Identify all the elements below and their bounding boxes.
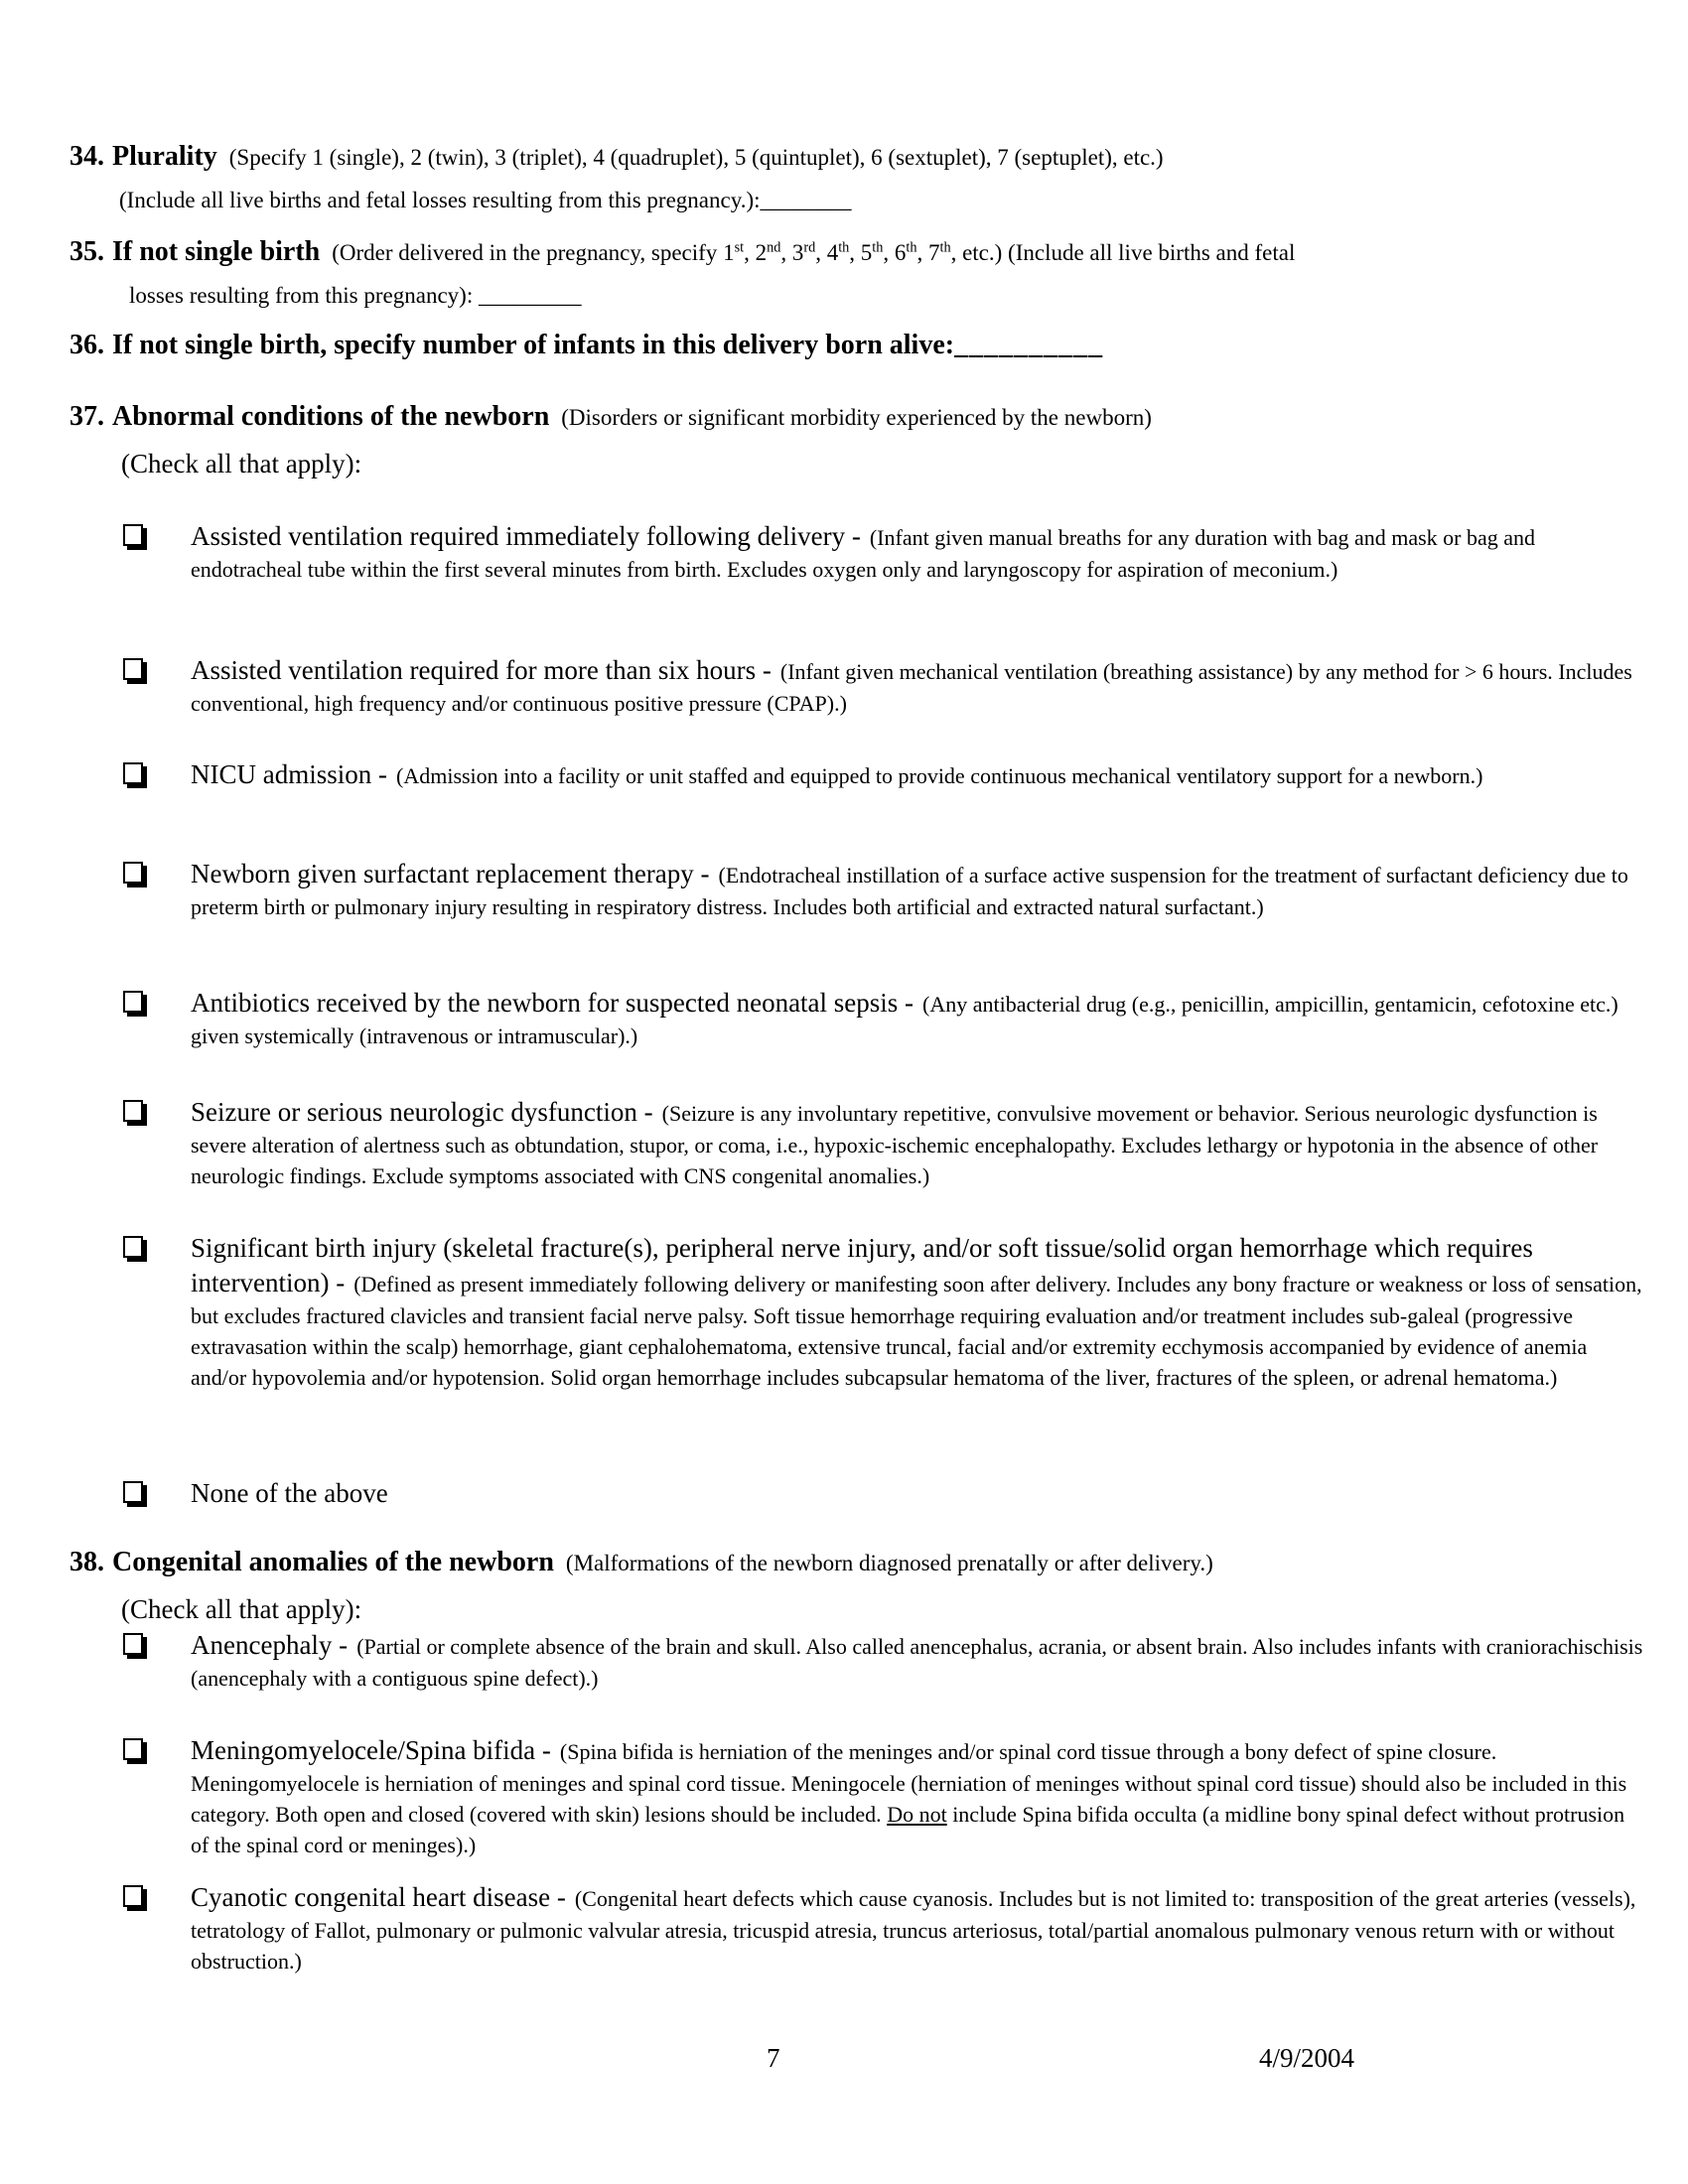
page-number: 7	[767, 2043, 780, 2073]
checkbox-icon[interactable]	[123, 1885, 143, 1907]
option-description-underlined: Do not	[887, 1802, 947, 1827]
option-text	[191, 1628, 1644, 1694]
footer-date: 4/9/2004	[1259, 2043, 1355, 2073]
option-label: None of the above	[191, 1478, 388, 1508]
question-number: 37.	[70, 401, 104, 432]
checkbox-icon[interactable]	[123, 1738, 143, 1760]
option-label: Assisted ventilation required for more than six hours -	[191, 655, 772, 685]
blank-line: __________	[954, 330, 1104, 360]
ordinal-suffix: th	[939, 239, 951, 256]
checkbox-icon[interactable]	[123, 1633, 143, 1655]
question-number: 38.	[70, 1547, 104, 1577]
question-title: If not single birth	[112, 236, 321, 267]
option-text	[191, 1476, 1644, 1511]
checkbox-item-meningomyelocele-spina-bifida	[123, 1733, 1644, 1860]
checkbox-item-seizure-neurologic	[123, 1095, 1644, 1191]
ordinal-separator: ,	[883, 240, 895, 265]
question-37	[70, 399, 1628, 480]
option-label: NICU admission -	[191, 759, 387, 789]
option-text	[191, 986, 1644, 1051]
question-subtitle: (Specify 1 (single), 2 (twin), 3 (triplet), 4 (quadruplet), 5 (quintuplet), 6 (sextuplet), 7 (septuplet), etc.)	[228, 145, 1164, 170]
question-subtitle: (Disorders or significant morbidity experienced by the newborn)	[561, 405, 1152, 430]
option-label: Newborn given surfactant replacement therapy -	[191, 859, 710, 888]
option-description: (Congenital heart defects which cause cyanosis. Includes but is not limited to: transposition of the great arteries (vessels), tetratology of Fallot, pulmonary or pulmonic valvular atresia, tricuspid atresia, truncus arteriosus, total/partial anomalous pulmonary venous return with or without obstruction.)	[191, 1886, 1636, 1974]
ordinal-suffix: th	[838, 239, 850, 256]
option-label: Anencephaly -	[191, 1630, 349, 1660]
question-title: If not single birth, specify number of infants in this delivery born alive:	[112, 330, 955, 360]
ordinal-number: 4	[826, 240, 839, 265]
checkbox-icon[interactable]	[123, 1100, 143, 1122]
question-36	[70, 328, 1628, 367]
checkbox-item-cyanotic-heart-disease	[123, 1880, 1644, 1977]
ordinal-number: 1	[723, 240, 735, 265]
option-label: Meningomyelocele/Spina bifida -	[191, 1735, 551, 1765]
checkbox-item-assisted-ventilation-six-hours	[123, 653, 1644, 719]
option-description: (Any antibacterial drug (e.g., penicillin, ampicillin, gentamicin, cefotoxine etc.) given systemically (intravenous or intramuscular).)	[191, 992, 1618, 1048]
ordinal-suffix: th	[872, 239, 884, 256]
checkbox-item-none-of-the-above	[123, 1476, 1644, 1511]
ordinal-suffix: rd	[803, 239, 816, 256]
option-text	[191, 1733, 1644, 1860]
ordinal-separator: ,	[815, 240, 827, 265]
ordinal-separator: ,	[916, 240, 928, 265]
option-label: Seizure or serious neurologic dysfunction -	[191, 1097, 653, 1127]
ordinal-number: 5	[860, 240, 873, 265]
question-subtitle: (Malformations of the newborn diagnosed prenatally or after delivery.)	[565, 1551, 1213, 1575]
option-text	[191, 757, 1644, 792]
ordinal-separator: ,	[849, 240, 861, 265]
option-label: Cyanotic congenital heart disease -	[191, 1882, 566, 1912]
option-description: (Seizure is any involuntary repetitive, convulsive movement or behavior. Serious neurologic dysfunction is severe alteration of alertness such as obtundation, stupor, or coma, i.e., hypoxic-ischemic encephalopathy. Excludes lethargy or hypotonia in the absence of other neurologic findings. Exclude symptoms associated with CNS congenital anomalies.)	[191, 1101, 1599, 1188]
question-subtitle	[332, 240, 1295, 265]
question-continuation: losses resulting from this pregnancy): _________	[129, 283, 582, 308]
question-34	[70, 139, 1628, 216]
ordinal-number: 2	[755, 240, 768, 265]
option-description: (Admission into a facility or unit staffed and equipped to provide continuous mechanical ventilatory support for a newborn.)	[396, 763, 1483, 788]
ordinal-separator: ,	[780, 240, 792, 265]
option-description: (Infant given mechanical ventilation (breathing assistance) by any method for > 6 hours. Includes conventional, high frequency and/or continuous positive pressure (CPAP).)	[191, 659, 1632, 716]
option-text	[191, 519, 1644, 585]
checkbox-item-nicu-admission	[123, 757, 1644, 792]
subtitle-lead: (Order delivered in the pregnancy, specify	[332, 240, 724, 265]
checkbox-icon[interactable]	[123, 1481, 143, 1503]
option-text	[191, 857, 1644, 922]
ordinal-separator: ,	[744, 240, 756, 265]
option-label: Significant birth injury (skeletal fracture(s), peripheral nerve injury, and/or soft tissue/solid organ hemorrhage which requires intervention) -	[191, 1233, 1533, 1297]
question-title: Abnormal conditions of the newborn	[112, 401, 550, 432]
checkbox-item-assisted-ventilation-immediate	[123, 519, 1644, 585]
question-35	[70, 234, 1628, 312]
option-label: Antibiotics received by the newborn for suspected neonatal sepsis -	[191, 988, 914, 1018]
checkbox-icon[interactable]	[123, 862, 143, 884]
option-description: (Partial or complete absence of the brain and skull. Also called anencephalus, acrania, or absent brain. Also includes infants with craniorachischisis (anencephaly with a contiguous spine defect).)	[191, 1634, 1643, 1691]
option-text	[191, 1880, 1644, 1977]
checkbox-icon[interactable]	[123, 762, 143, 784]
checkbox-item-antibiotics-sepsis	[123, 986, 1644, 1051]
checkbox-item-surfactant-therapy	[123, 857, 1644, 922]
question-number: 35.	[70, 236, 104, 267]
question-title: Congenital anomalies of the newborn	[112, 1547, 554, 1577]
question-38	[70, 1545, 1628, 1626]
check-all-note: (Check all that apply):	[121, 449, 362, 478]
option-description-continued: include Spina bifida occulta (a midline bony spinal defect without protrusion of the spinal cord or meninges).)	[191, 1802, 1625, 1857]
subtitle-tail: , etc.) (Include all live births and fetal	[950, 240, 1296, 265]
option-text	[191, 1231, 1644, 1393]
option-label: Assisted ventilation required immediately following delivery -	[191, 521, 861, 551]
option-description: (Spina bifida is herniation of the meninges and/or spinal cord tissue through a bony defect of spine closure. Meningomyelocele is herniation of meninges and spinal cord tissue. Meningocele (herniation of meninges without spinal cord tissue) should also be included in this category. Both open and closed (covered with skin) lesions should be included.	[191, 1739, 1627, 1827]
ordinal-suffix: nd	[767, 239, 781, 256]
question-number: 34.	[70, 141, 104, 172]
ordinal-number: 6	[894, 240, 907, 265]
option-description: (Endotracheal instillation of a surface active suspension for the treatment of surfactant deficiency due to preterm birth or pulmonary injury resulting in respiratory distress. Includes both artificial and extracted natural surfactant.)	[191, 863, 1628, 919]
ordinal-number: 3	[791, 240, 804, 265]
check-all-note: (Check all that apply):	[121, 1594, 362, 1624]
checkbox-icon[interactable]	[123, 524, 143, 546]
ordinal-number: 7	[927, 240, 940, 265]
option-description: (Defined as present immediately following delivery or manifesting soon after delivery. Includes any bony fracture or weakness or loss of sensation, but excludes fractured clavicles and transient facial nerve palsy. Soft tissue hemorrhage requiring evaluation and/or treatment includes sub-galeal (progressive extravasation within the scalp) hemorrhage, giant cephalohematoma, extensive truncal, facial and/or extremity ecchymosis accompanied by evidence of anemia and/or hypovolemia and/or hypotension. Solid organ hemorrhage includes subcapsular hematoma of the liver, fractures of the spleen, or adrenal hematoma.)	[191, 1272, 1642, 1390]
checkbox-item-significant-birth-injury	[123, 1231, 1644, 1393]
option-text	[191, 1095, 1644, 1191]
option-description: (Infant given manual breaths for any duration with bag and mask or bag and endotracheal tube within the first several minutes from birth. Excludes oxygen only and laryngoscopy for aspiration of meconium.)	[191, 525, 1536, 582]
ordinal-suffix: th	[906, 239, 917, 256]
checkbox-icon[interactable]	[123, 658, 143, 680]
ordinal-suffix: st	[734, 239, 745, 256]
option-text	[191, 653, 1644, 719]
checkbox-item-anencephaly	[123, 1628, 1644, 1694]
question-number: 36.	[70, 330, 104, 360]
checkbox-icon[interactable]	[123, 991, 143, 1013]
checkbox-icon[interactable]	[123, 1236, 143, 1258]
question-title: Plurality	[112, 141, 217, 172]
question-continuation: (Include all live births and fetal losses resulting from this pregnancy.):________	[119, 188, 852, 212]
